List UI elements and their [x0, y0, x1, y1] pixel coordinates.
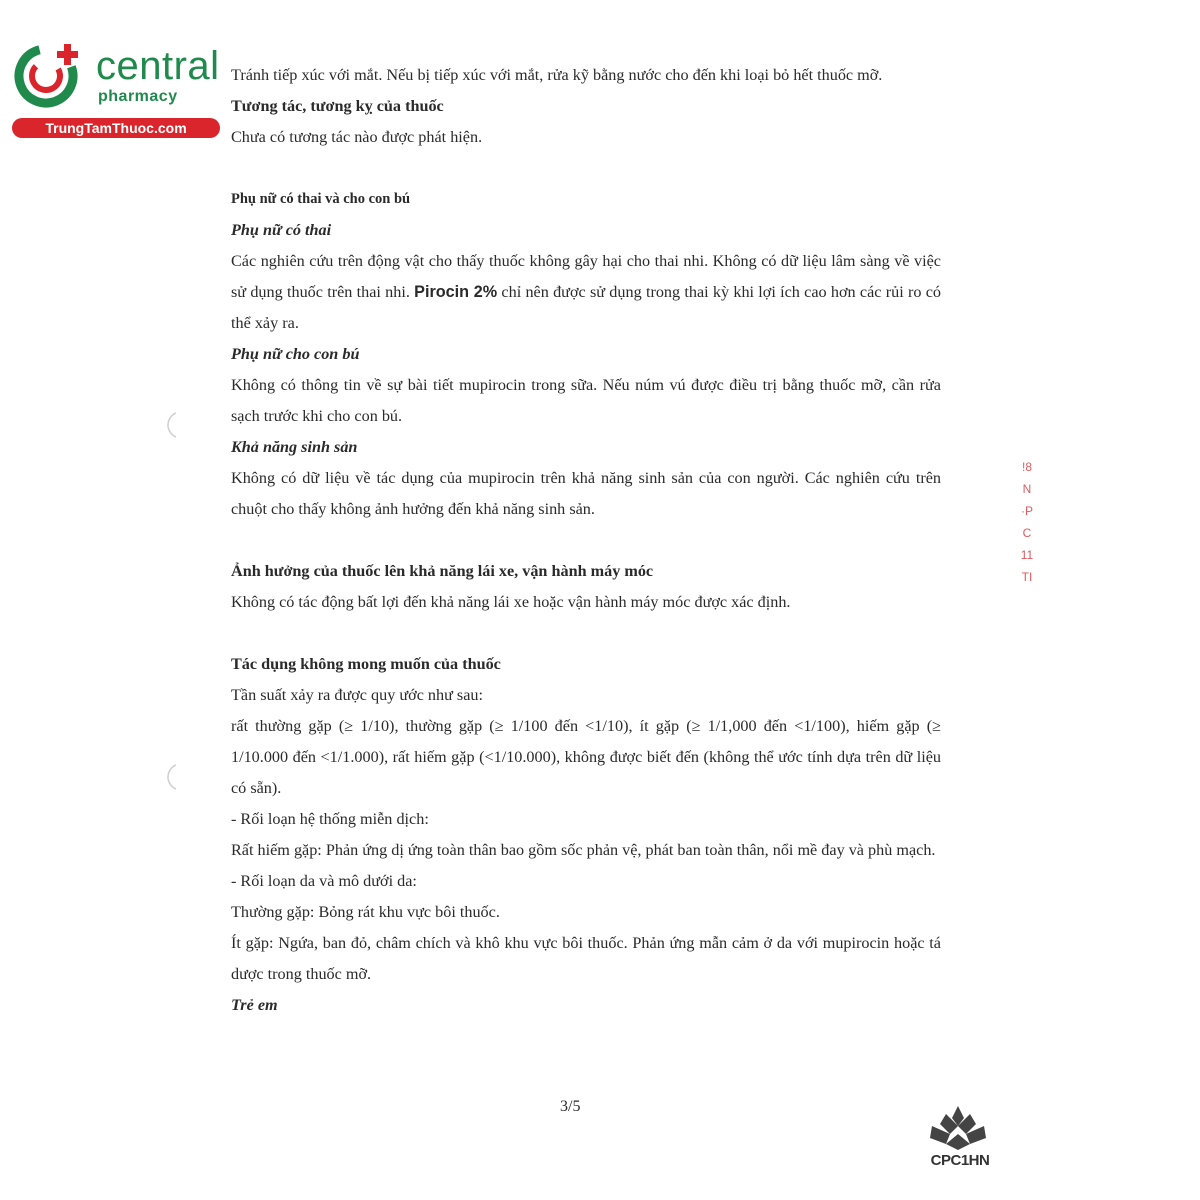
spacer	[231, 618, 941, 649]
red-stamp-fragment	[1012, 456, 1042, 632]
central-pharmacy-logo	[10, 38, 220, 138]
spacer	[231, 525, 941, 556]
page-number: 3/5	[560, 1098, 581, 1115]
pregnant-text-a: Các nghiên cứu trên động vật cho thấy thuốc không gây hại cho thai nhi. Không có dữ liệu lâm sàng về việc sử dụng thuốc trên thai nhi.	[231, 252, 941, 301]
subheading-breastfeeding: Phụ nữ cho con bú	[231, 345, 360, 363]
stamp-glyph: C	[1022, 526, 1032, 540]
heading-driving: Ảnh hưởng của thuốc lên khả năng lái xe, vận hành máy móc	[231, 562, 654, 580]
frequency-intro: Tần suất xảy ra được quy ước như sau:	[231, 686, 484, 704]
breastfeeding-paragraph: Không có thông tin về sự bài tiết mupirocin trong sữa. Nếu núm vú được điều trị bằng thuốc mỡ, cần rửa sạch trước khi cho con bú.	[231, 376, 941, 425]
interactions-paragraph: Chưa có tương tác nào được phát hiện.	[231, 128, 483, 146]
fertility-paragraph: Không có dữ liệu về tác dụng của mupirocin trên khả năng sinh sản của con người. Các nghiên cứu trên chuột cho thấy không ảnh hưởng đến khả năng sinh sản.	[231, 469, 941, 518]
punch-hole-icon	[156, 762, 182, 792]
immune-disorders-heading: - Rối loạn hệ thống miễn dịch:	[231, 810, 429, 828]
subheading-children: Trẻ em	[231, 996, 278, 1014]
heading-pregnancy-lactation: Phụ nữ có thai và cho con bú	[231, 191, 411, 207]
subheading-pregnant: Phụ nữ có thai	[231, 221, 332, 239]
stamp-glyph: TI	[1021, 570, 1033, 584]
cpc1hn-text: CPC1HN	[930, 1152, 990, 1169]
heading-adverse-effects: Tác dụng không mong muốn của thuốc	[231, 655, 501, 673]
stamp-glyph: 11	[1020, 548, 1034, 562]
immune-disorders-paragraph: Rất hiếm gặp: Phản ứng dị ứng toàn thân bao gồm sốc phản vệ, phát ban toàn thân, nổi mề đay và phù mạch.	[231, 841, 936, 859]
lotus-logo-icon	[926, 1104, 990, 1152]
central-pharmacy-c-icon	[12, 38, 84, 110]
driving-paragraph: Không có tác động bất lợi đến khả năng lái xe hoặc vận hành máy móc được xác định.	[231, 593, 791, 611]
brand-site: TrungTamThuoc.com	[12, 118, 220, 138]
subheading-fertility: Khả năng sinh sản	[231, 438, 358, 456]
stamp-glyph: ·P	[1021, 504, 1033, 518]
document-body	[231, 60, 941, 1021]
brand-subtitle: pharmacy	[98, 88, 178, 105]
stamp-glyph: !8	[1021, 460, 1032, 474]
brand-name: central	[96, 44, 220, 88]
frequency-definitions: rất thường gặp (≥ 1/10), thường gặp (≥ 1/100 đến <1/10), ít gặp (≥ 1/1,000 đến <1/100), hiếm gặp (≥ 1/10.000 đến <1/1.000), rất hiếm gặp (<1/10.000), không được biết đến (không thể ước tính dựa trên dữ liệu có sẵn).	[231, 717, 941, 797]
eye-contact-paragraph: Tránh tiếp xúc với mắt. Nếu bị tiếp xúc với mắt, rửa kỹ bằng nước cho đến khi loại bỏ hết thuốc mỡ.	[231, 66, 883, 84]
drug-name: Pirocin 2%	[414, 283, 498, 301]
stamp-glyph: N	[1022, 482, 1032, 496]
heading-interactions: Tương tác, tương kỵ của thuốc	[231, 97, 444, 115]
punch-hole-icon	[156, 410, 182, 440]
skin-uncommon-paragraph: Ít gặp: Ngứa, ban đỏ, châm chích và khô khu vực bôi thuốc. Phản ứng mẫn cảm ở da với mupirocin hoặc tá dược trong thuốc mỡ.	[231, 934, 941, 983]
pregnant-text-b: chỉ nên được sử dụng trong thai kỳ khi lợi ích cao hơn các rủi ro có thể xảy ra.	[231, 283, 941, 332]
pregnant-paragraph	[231, 246, 941, 339]
skin-disorders-heading: - Rối loạn da và mô dưới da:	[231, 872, 417, 890]
skin-common-paragraph: Thường gặp: Bỏng rát khu vực bôi thuốc.	[231, 903, 500, 921]
cpc1hn-logo	[920, 1104, 1000, 1176]
spacer	[231, 153, 941, 184]
